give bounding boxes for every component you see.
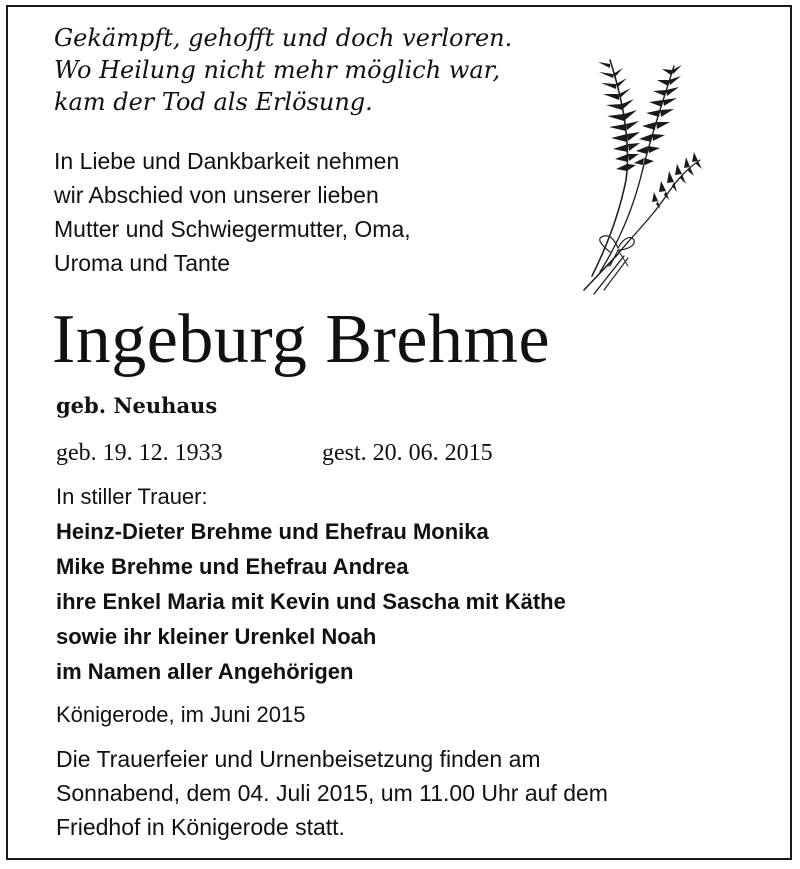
birth-date: geb. 19. 12. 1933	[56, 440, 223, 466]
mourning-label: In stiller Trauer:	[56, 484, 208, 509]
intro-line: Mutter und Schwiegermutter, Oma,	[54, 216, 411, 242]
birth-name: geb. Neuhaus	[56, 393, 218, 418]
mourner-line: Heinz-Dieter Brehme und Ehefrau Monika	[56, 519, 489, 544]
poem-line: Gekämpft, gehofft und doch verloren.	[54, 24, 513, 52]
fern-bouquet-icon	[570, 40, 720, 300]
death-date: gest. 20. 06. 2015	[322, 440, 493, 466]
mourner-line: sowie ihr kleiner Urenkel Noah	[56, 624, 377, 649]
intro-text	[54, 144, 534, 280]
mourner-line: Mike Brehme und Ehefrau Andrea	[56, 554, 409, 579]
deceased-name: Ingeburg Brehme	[52, 301, 551, 378]
notice-line: Friedhof in Königerode statt.	[56, 814, 345, 840]
notice-line: Die Trauerfeier und Urnenbeisetzung finden am	[56, 746, 541, 772]
place-date: Königerode, im Juni 2015	[56, 702, 306, 727]
notice-line: Sonnabend, dem 04. Juli 2015, um 11.00 Uhr auf dem	[56, 780, 608, 806]
funeral-notice	[56, 742, 756, 844]
mourners-list	[56, 514, 736, 689]
poem-line: Wo Heilung nicht mehr möglich war,	[54, 56, 501, 84]
life-dates	[56, 438, 656, 468]
poem	[54, 22, 574, 118]
mourner-line: ihre Enkel Maria mit Kevin und Sascha mit Käthe	[56, 589, 566, 614]
poem-line: kam der Tod als Erlösung.	[54, 88, 373, 116]
intro-line: In Liebe und Dankbarkeit nehmen	[54, 148, 400, 174]
intro-line: wir Abschied von unserer lieben	[54, 182, 379, 208]
mourner-line: im Namen aller Angehörigen	[56, 659, 354, 684]
intro-line: Uroma und Tante	[54, 250, 231, 276]
